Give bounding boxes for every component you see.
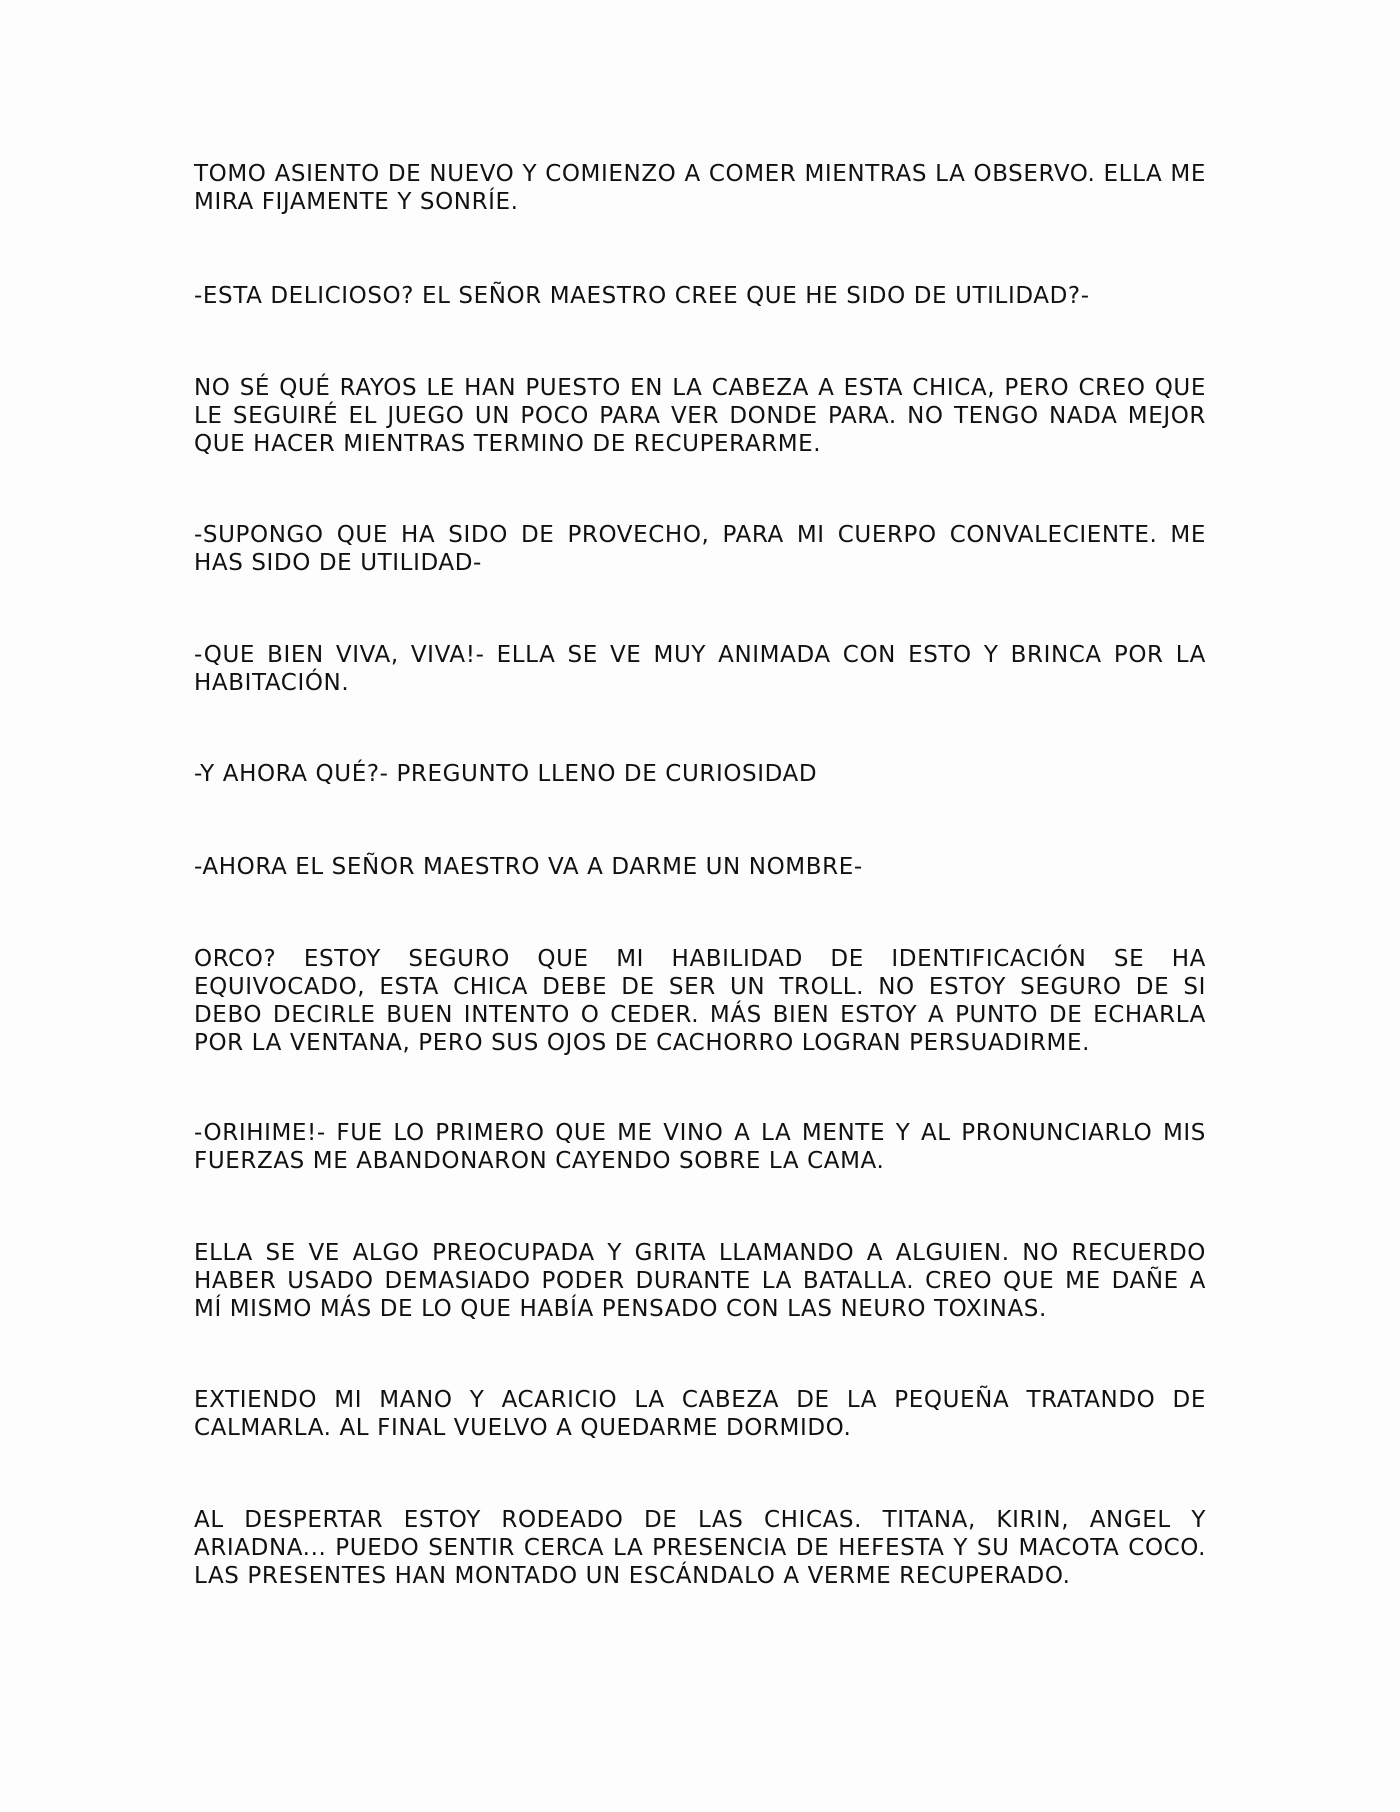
paragraph: EXTIENDO MI MANO Y ACARICIO LA CABEZA DE LA PEQUEÑA TRATANDO DE CALMARLA. AL FINAL VUELVO A QUEDARME DORMIDO. xyxy=(194,1387,1206,1441)
paragraph: -QUE BIEN VIVA, VIVA!- ELLA SE VE MUY ANIMADA CON ESTO Y BRINCA POR LA HABITACIÓN. xyxy=(194,642,1206,696)
paragraph: -SUPONGO QUE HA SIDO DE PROVECHO, PARA MI CUERPO CONVALECIENTE. ME HAS SIDO DE UTILIDAD- xyxy=(194,522,1206,576)
paragraph: -ORIHIME!- FUE LO PRIMERO QUE ME VINO A LA MENTE Y AL PRONUNCIARLO MIS FUERZAS ME ABANDONARON CAYENDO SOBRE LA CAMA. xyxy=(194,1120,1206,1174)
paragraph: -AHORA EL SEÑOR MAESTRO VA A DARME UN NOMBRE- xyxy=(194,854,863,880)
paragraph: -Y AHORA QUÉ?- PREGUNTO LLENO DE CURIOSIDAD xyxy=(194,761,818,787)
paragraph: TOMO ASIENTO DE NUEVO Y COMIENZO A COMER MIENTRAS LA OBSERVO. ELLA ME MIRA FIJAMENTE Y SONRÍE. xyxy=(194,161,1206,215)
paragraph: ELLA SE VE ALGO PREOCUPADA Y GRITA LLAMANDO A ALGUIEN. NO RECUERDO HABER USADO DEMASIADO PODER DURANTE LA BATALLA. CREO QUE ME DAÑE A MÍ MISMO MÁS DE LO QUE HABÍA PENSADO CON LAS NEURO TOXINAS. xyxy=(194,1240,1206,1322)
paragraph: AL DESPERTAR ESTOY RODEADO DE LAS CHICAS. TITANA, KIRIN, ANGEL Y ARIADNA... PUEDO SENTIR CERCA LA PRESENCIA DE HEFESTA Y SU MACOTA COCO. LAS PRESENTES HAN MONTADO UN ESCÁNDALO A VERME RECUPERADO. xyxy=(194,1507,1206,1589)
paragraph: NO SÉ QUÉ RAYOS LE HAN PUESTO EN LA CABEZA A ESTA CHICA, PERO CREO QUE LE SEGUIRÉ EL JUEGO UN POCO PARA VER DONDE PARA. NO TENGO NADA MEJOR QUE HACER MIENTRAS TERMINO DE RECUPERARME. xyxy=(194,375,1206,457)
paragraph: -ESTA DELICIOSO? EL SEÑOR MAESTRO CREE QUE HE SIDO DE UTILIDAD?- xyxy=(194,283,1090,309)
paragraph: ORCO? ESTOY SEGURO QUE MI HABILIDAD DE IDENTIFICACIÓN SE HA EQUIVOCADO, ESTA CHICA DEBE DE SER UN TROLL. NO ESTOY SEGURO DE SI DEBO DECIRLE BUEN INTENTO O CEDER. MÁS BIEN ESTOY A PUNTO DE ECHARLA POR LA VENTANA, PERO SUS OJOS DE CACHORRO LOGRAN PERSUADIRME. xyxy=(194,946,1206,1056)
